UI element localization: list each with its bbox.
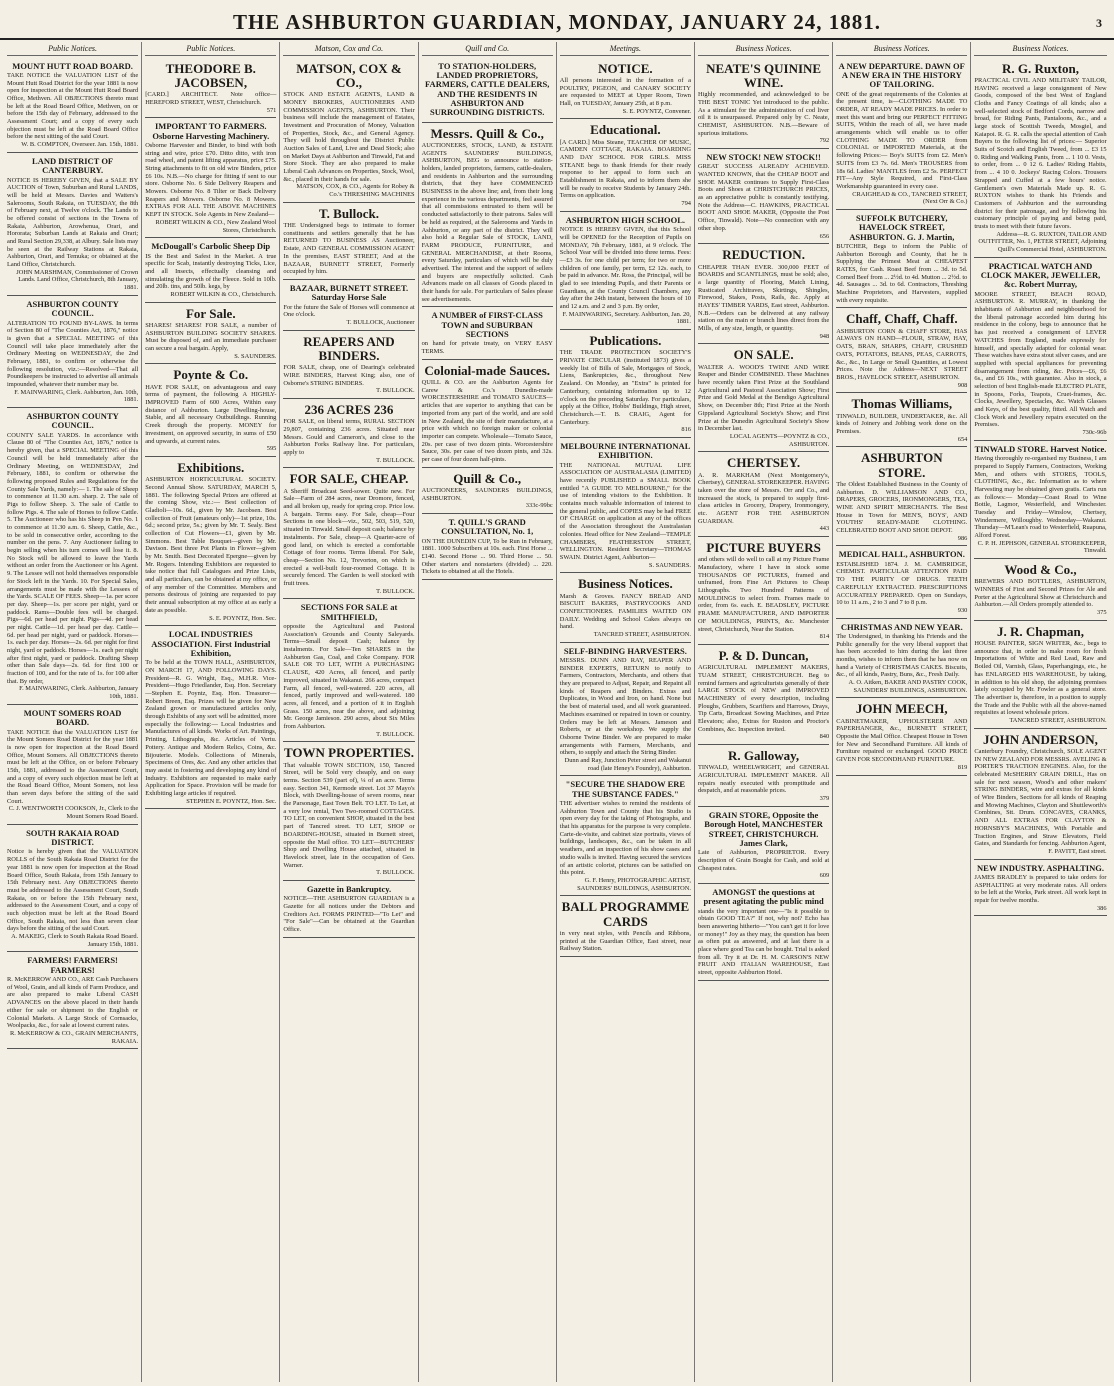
advertisement — [698, 746, 829, 807]
ad-body: BUTCHER, Begs to inform the Public of Ashburton Borough and County, that he is Supplying the Primest Meat at CHEAPEST RATES, for Cash. Roast Beef from ... 3d. to 5d. Corned Beef from ... 2½d. to 4d. Mutton ... 2½d. to 4d. Sausages ... 3d. to 6d. Contractors, Threshing Machine Proprietors, and Harvesters, supplied with every requisite. — [836, 242, 968, 304]
ad-title: PICTURE BUYERS — [706, 540, 821, 556]
ad-signature: Dunn and Ray, Junction Peter street and Wakanui road (late Heney's Foundry), Ashburton. — [564, 756, 691, 772]
ad-body: THE NATIONAL MUTUAL LIFE ASSOCIATION OF AUSTRALASIA (LIMITED) have recently PUBLISHED a SMALL BOOK entitled "A GUIDE TO MELBOURNE," for the use of intending visitors to the Exhibition. It contains much valuable information of interest to the general public, and COPIES may be had FREE OF CHARGE on application at any of the offices of the Association throughout the Australasian colonies. Head office for New Zealand—TEMPLE CHAMBERS, FEATHERSTON STREET, WELLINGTON. Resident Secretary—THOMAS SWAIN. District Agent, Ashburton— — [559, 461, 691, 561]
ad-title: J. R. Chapman, — [996, 623, 1084, 639]
advertisement — [698, 808, 829, 884]
ad-title: GRAIN STORE, Opposite the Borough Hotel, MANCHESTER STREET, CHRISTCHURCH. James Clark, — [704, 809, 823, 848]
column-6 — [695, 42, 833, 1382]
ad-title: NEATE'S QUININE WINE. — [706, 60, 822, 90]
ad-body: A Sheriff Broadcast Seed-sower. Quite new. For Sale—Farm of 284 acres, near Dromore, fenced, and all broken up, ready for spring crop. Price low. A bargain. Terms easy. For Sale, cheap—Four Sections in one block—viz., 502, 503, 519, 520, situated in Tinwald. Small deposit cash; balance by instalments. For Sale, cheap—A Quarter-acre of good land, on which is erected a comfortable Cottage of four rooms. Terms liberal. For Sale, cheap—Section No. 12, Trevorton, on which is erected a well-built four-roomed Cottage. It is securely fenced. The Garden is well stocked with fruit trees. — [283, 487, 415, 587]
ad-body: TAKE NOTICE that the VALUATION LIST for the Mount Somers Road District for the year 1881 is now open for inspection at the Road Board Office, Mount Somers. All OBJECTIONS thereto must be left at the Office, on or before February 15th, 1881, addressed to the Assessment Court, and a copy of every such objection must be left at the Road Board Office, Mount Somers, not less than seven days before the sitting of the said Court. — [7, 728, 139, 805]
ad-title: BALL PROGRAMME CARDS — [561, 899, 690, 929]
ad-title: MOUNT SOMERS ROAD BOARD. — [23, 707, 122, 728]
advertisement — [560, 120, 691, 211]
advertisement — [974, 442, 1106, 559]
ad-title: REAPERS AND BINDERS. — [303, 333, 395, 363]
ad-signature: C. P. H. JEPHSON, GENERAL STOREKEEPER, Tinwald. — [977, 539, 1107, 555]
advertisement — [698, 345, 829, 452]
ad-body: TINWALD, WHEELWRIGHT, and GENERAL AGRICULTURAL IMPLEMENT MAKER. All repairs neatly executed with promptitude and despatch, and at reasonable prices. — [698, 764, 830, 795]
advertisement — [283, 204, 414, 280]
ad-body: COUNTY SALE YARDS. In accordance with Clause 80 of "The Counties Act, 1876," notice is hereby given, that a SPECIAL MEETING of this Council will be held immediately after the Ordinary Meeting, on WEDNESDAY, 2nd February, 1881, to confirm or otherwise the following proposed Rules and Regulations for the County Sale Yards, namely:— 1. The sale of Sheep to commence at 11.30 a.m. sharp. 2. The sale of Pigs to follow Sheep. 3. The sale of Cattle to follow Pigs. 4. The sale of Horses to follow Cattle. 5. The Auctioneer who has his Sheep in Pen No. 1 to commence at 11.30 a.m. 6. Sheep, Cattle, &c., to be sold in consecutive order, according to the number on the pens. 7. Any Auctioneer failing to begin selling when his turn comes will lose it. 8. No Stock will be allowed to leave the Yards without an order from the Auctioneer or his Agent. 9. The Lessee will not hold themselves responsible for Stock left in the Yards. 10. For Special Sales, arrangements must be made with the Lessees of the Yards. SCALE OF FEES. Sheep—1a. per score per day. Sheep—1s. per score per night, yard or paddock. Rams—Double fees will be charged. Pigs—6d. per head per night. Pigs—4d. per head per night. Cattle—1d. per head per day. Cattle—6d. per head per night, yard or paddock. Horses—1s. each per day. Horses—2s. 6d. per night for first night, yard or paddock. Horses—1s. each per night after first night, yard or paddock. Drafting Sheep other than Sale days—2s. 6d. for first 100 or fraction of 100, and for the rate of 1s. for 100 after that. By order, — [7, 431, 139, 685]
ad-title: SELF-BINDING HARVESTERS. — [563, 645, 687, 656]
ad-title: Business Notices. — [578, 576, 673, 592]
ad-title: Thomas Williams, — [851, 396, 953, 412]
advertisement — [422, 515, 553, 580]
ad-body: ASHBURTON CORN & CHAFF STORE, HAS ALWAYS ON HAND—FLOUR, STRAW, HAY, OATS, BRAN, SHARPS, CHAFF, CRUSHED OATS, POTATOES, BEANS, PEAS, CARROTS, &c., &c., In Large or Small Quantities, at Lowest Prices. Note the Address—NEXT STREET BROS., HAVELOCK STREET, ASHBURTON. — [836, 327, 968, 381]
column-1 — [4, 42, 142, 1382]
advertisement — [560, 213, 691, 330]
advertisement — [974, 259, 1106, 441]
ad-title: AMONGST the questions at present agitating the public mind — [703, 886, 824, 907]
advertisement — [974, 730, 1106, 860]
ad-signature: F. MAINWARING, Clerk. Ashburton, January 10th, 1881. — [19, 685, 139, 701]
ad-title: LAND DISTRICT OF CANTERBURY. — [32, 155, 114, 176]
ad-title: Colonial-made Sauces. — [424, 362, 551, 378]
ad-title: ASHBURTON STORE. — [860, 450, 943, 480]
column-4 — [419, 42, 557, 1382]
ad-title: JOHN ANDERSON, — [983, 731, 1098, 747]
ad-body: ONE of the great requirements of the Colonies at the present time, is—CLOTHING MADE TO ORDER, AT READY MADE PRICES. In order to meet this want and bring our PERFECT FITTING SUITS, Within the reach of all, we have made arrangements which will enable us to offer CLOTHING MADE TO ORDER from COLONIAL or IMPORTED Materials, at the following Prices:— Boy's SUITS from £2. Men's SUITS from £3 7s. 6d. Men's TROUSERS from 18s 6d. Ladies' MANTLES from £2 5s. PERFECT FIT—Any Style Required, and First-Class Workmanship guaranteed in every case. — [836, 90, 968, 190]
ad-body: Notice is hereby given that the VALUATION ROLLS of the South Rakaia Road District for the year 1881 is now open for inspection at the Road Board Office, South Rakaia, from 15th January to 15th February next. Any OBJECTIONS thereto must be addressed to the Assessment Court, South Rakaia, on or before the 15th February next, addressed to the Assessment Court, and a copy of such objection must be left at the Road Board Office, South Rakaia, not less than seven clear days before the sitting of the said Court. — [7, 848, 139, 933]
column-header: Business Notices. — [698, 44, 829, 56]
ad-signature: 656 — [819, 232, 830, 240]
advertisement — [283, 882, 414, 938]
ad-title: MATSON, COX & CO., — [296, 60, 402, 90]
ad-body: Highly recommended, and acknowledged to be THE BEST TONIC Yet introduced to the public. As a stimulant for the administration of cod liver oil it is unsurpassed. Prepared only by C. Neate, CHEMIST, ASHBURTON. N.B.—Beware of spurious imitations. — [698, 91, 830, 137]
ad-signature: JOHN MARSHMAN, Commissioner of Crown Lands. Land Office, Christchurch, 8th January, 1881. — [16, 268, 139, 292]
ad-body: ALTERATION TO FOUND BY-LAWS. In terms of Section 80 of "The Counties Act, 1876," notice is given that a SPECIAL MEETING of this Council will take place immediately after the Ordinary Meeting on WEDNESDAY, the 2nd February, 1881, to confirm or otherwise the following resolution, viz.:—Resolved—That all Poundkeepers be instructed to advertise all animals impounded, whatever their number may be. — [7, 319, 139, 388]
ad-body: Canterbury Foundry, Christchurch, SOLE AGENT IN NEW ZEALAND FOR MESSRS. AVELING & PORTER'S TRACTION ENGINES. Also, for the celebrated McSHERRY GRAIN DRILL, Has on sale for next season, Wood's and other makers' STRING BINDERS, wire and extras for all kinds of Wire Binders, Sections for all kinds of Reaping and Mowing Machines, Clayton and Shuttleworth's Combines, Stt. Drum. CONCAVES, CRANKS, AND ALL EXTRAS FOR CLAYTON & HORNSBY'S MACHINES, With Portable and Traction Engines, and Straw Elevators, Field Gates, and Standards for fencing. Ashburton Agent, — [974, 747, 1107, 848]
column-header: Public Notices. — [7, 44, 138, 56]
ad-signature: 595 — [266, 445, 277, 453]
ad-signature: 986 — [957, 534, 968, 542]
advertisement — [560, 59, 691, 120]
ad-body: IS the Best and Safest in the Market. A true specific for Scab, instantly destroying Ticks, Lice, and all Insects, effectually cleansing and stimulating the growth of the Fleece. Sold in 10lb. and 20lb. tins, and 50lb. kegs, by — [145, 252, 277, 291]
ad-body: THE TRADE PROTECTION SOCIETY'S PRIVATE CIRCULAR (instituted 1873) gives a weekly list of Bills of Sale, Mortgages of Stock, Liens, Bankruptcies, &c., throughout New Zealand. On Monday, an "Extra" is printed for Canterbury, containing information up to 12 o'clock on the preceding Saturday. For particulars, apply at the Office, Hobbs' Buildings, High street, Christchurch.—T. B. CRAIG, Agent for Canterbury. — [559, 349, 691, 426]
ad-title: NEW INDUSTRY. ASPHALTING. — [977, 862, 1104, 873]
advertisement — [283, 743, 414, 881]
ad-title: A NEW DEPARTURE. DAWN OF A NEW ERA IN THE HISTORY OF TAILORING. — [838, 60, 965, 90]
ad-title: SUFFOLK BUTCHERY, HAVELOCK STREET, ASHBURTON. G. J. Martin, — [849, 212, 955, 242]
ad-signature: Address—R. G. RUXTON, TAILOR AND OUTFITTER, No. 1, PETER STREET, Adjoining Quill's Commercial Hotel, ASHBURTON. — [978, 230, 1107, 254]
ad-signature: TANCRED STREET, ASHBURTON. — [593, 631, 691, 638]
ad-body: on hand for private treaty, on VERY EASY TERMS. — [421, 340, 553, 356]
advertisement — [836, 448, 967, 546]
ad-body: For the future the Sale of Horses will commence at One o'clock. — [283, 303, 415, 319]
advertisement — [560, 331, 691, 438]
ad-signature: 379 — [819, 795, 830, 803]
advertisement — [836, 547, 967, 618]
ad-title: Quill & Co., — [453, 470, 522, 486]
ad-title: For Sale. — [185, 305, 236, 321]
advertisement — [7, 953, 138, 1049]
advertisement — [974, 861, 1106, 917]
ad-body: ESTABLISHED 1874. J. M. CAMBRIDGE, CHEMIST. PARTICULAR ATTENTION PAID TO THE PURITY OF DRUGS. TEETH CAREFULLY EXTRACTED. PRESCRIPTIONS ACCURATELY PREPARED. Open on Sundays, 10 to 11 a.m., 2 to 3 and 7 to 8 p.m. — [836, 560, 968, 607]
ad-title: SOUTH RAKAIA ROAD DISTRICT. — [26, 827, 120, 848]
ad-body: FOR SALE, on liberal terms, RURAL SECTION 29,807, containing 236 acres. Situated near Messrs. Gould and Cameron's, and close to the Ashburton Forks Railway line. For particulars, apply to — [283, 418, 415, 457]
ad-title: MEDICAL HALL, ASHBURTON. — [838, 549, 965, 560]
advertisement — [836, 59, 967, 210]
ad-signature: 840 — [819, 733, 830, 741]
column-header: Business Notices. — [974, 44, 1106, 56]
advertisement — [836, 211, 967, 309]
ad-signature: A. MAKEIG, Clerk to South Rakaia Road Board. January 15th, 1881. — [11, 933, 139, 948]
ad-signature: F. PAVITT, East street. — [1048, 847, 1107, 855]
advertisement — [560, 574, 691, 642]
ad-body: NOTICE—THE ASHBURTON GUARDIAN is a Gazette for all notices under the Debtors and Creditors Act. FORMS PRINTED—"To Let" and "For Sale"—Can be obtained at the Guardian Office. — [283, 895, 415, 934]
ad-title: Poynte & Co. — [173, 367, 249, 383]
page-number: 3 — [1096, 16, 1102, 30]
ad-body: All persons interested in the formation of a POULTRY, PIGEON, and CANARY SOCIETY are requested to MEET at Upper Room, Town Hall, on TUESDAY, January 25th, at 8 p.m. — [559, 76, 691, 107]
advertisement — [560, 897, 691, 957]
ad-body: The Undersigned, in thanking his Friends and the Public generally for the very liberal support that has been accorded to him during the last three months, wishes to inform them that he has now on hand a Variety of CHRISTMAS CAKES. Biscuits, &c., of all kinds, Pastry, Buns, &c., Fresh Daily. — [836, 632, 968, 679]
advertisement — [560, 439, 691, 573]
ad-body: FOR SALE, cheap, one of Dearing's celebrated WIRE BINDERS, Harvest King; also, one of Osborne's STRING BINDERS. — [283, 364, 415, 387]
advertisement — [422, 361, 553, 468]
ad-title: Publications. — [589, 333, 662, 349]
ad-signature: 819 — [957, 763, 968, 771]
ad-title: FARMERS! FARMERS! FARMERS! — [27, 955, 118, 975]
advertisement — [283, 400, 414, 468]
ad-body: That valuable TOWN SECTION, 150, Tancred Street, will be Sold very cheaply, and on easy terms. Section 539 (part of), ¼ of an acre. Terms easy. Section 341, Kermode street. Lot 37 Mayo's Block, with Dwelling-house of seven rooms, near the Parsonage, East Town Belt. TO LET. To Let, at a very low rental, Two Two-roomed COTTAGES. TO LET, on convenient SHOP, situated in the best part of Tancred street. TO LET, SHOP or BOARDING-HOUSE, situated in Burnett street, opposite the Mail office. TO LET—BUTCHERS' Shop and Dwelling House attached, situated in Havelock street, late in the occupation of Geo. Warner. — [283, 761, 415, 869]
advertisement — [422, 124, 553, 308]
ad-title: T. QUILL'S GRAND CONSULTATION, No. 1, — [441, 517, 534, 537]
advertisement — [836, 620, 967, 699]
ad-body: [CARD.] ARCHITECT. Note office—HEREFORD STREET, WEST, Christchurch. — [145, 91, 277, 106]
masthead — [0, 6, 1114, 40]
ad-title: R. Galloway, — [728, 748, 800, 764]
ad-title: A NUMBER of FIRST-CLASS TOWN and SUBURBAN SECTIONS — [431, 310, 543, 340]
ad-body: R. McKERROW AND CO., ARE Cash Purchasers of Wool, Grain, and all kinds of Farm Produce, and are also prepared to make Liberal CASH ADVANCES on the above placed in their hands either for sale or shipment to the English or Colonial Markets. A Large Stock of Cornsacks, Woolpacks, &c., for sale at lowest current rates. — [7, 976, 139, 1030]
ad-signature: T. BULLOCK. — [376, 869, 415, 877]
ad-signature: 930 — [957, 606, 968, 614]
advertisement — [560, 777, 691, 896]
advertisement — [698, 646, 829, 745]
ad-body: [A CARD.] Miss Steane, TEACHER OF MUSIC, CAMDEN COTTAGE, RAKAIA. BOARDING AND DAY SCHOOL FOR GIRLS. MISS STEANE begs to thank friends for their ready response to her appeal to form such an Establishment in Rakaia, and to inform them she will be ready to receive Students by January 24th. Terms on application. — [559, 138, 691, 200]
ad-title: 236 ACRES 236 — [304, 402, 394, 418]
ad-title: NOTICE. — [598, 60, 653, 76]
advertisement — [836, 394, 967, 447]
ad-body: Osborne Harvester and Binder, to bind with both string and wire, price £70. Ditto ditto, with iron road wheel, and patent lifting apparatus, price £75. String attachments to fit on old wire Binders, price £6 10s. N.B.—No charge for fitting if sent to our store. Osborne No. 6 Side Delivery Reapers and Mowers. Osborne No. 8 Tilter or Back Delivery Reapers and Mowers. Osborne No. 8 Mowers. EXTRAS FOR ALL THE ABOVE MACHINES KEPT IN STOCK. Sole Agents in New Zealand— — [145, 141, 277, 219]
column-header: Matson, Cox and Co. — [283, 44, 414, 56]
advertisement — [422, 469, 553, 514]
ad-body: CABINETMAKER, UPHOLSTERER AND PAPERHANGER, &c., BURNETT STREET, Opposite the Mail Office. Cheapest House in Town for New and Secondhand Furniture. All kinds of Furniture repaired or exchanged. GOOD PRICE GIVEN FOR SECONDHAND FURNITURE. — [836, 717, 968, 764]
ad-title: NEW STOCK! NEW STOCK!! — [706, 152, 821, 162]
ad-signature: S. E. POYNTZ, Convener. — [622, 107, 691, 115]
ad-signature: 908 — [957, 381, 968, 389]
ad-signature: LOCAL AGENTS—POYNTZ & CO., ASHBURTON. — [729, 432, 830, 448]
advertisement — [698, 538, 829, 645]
ad-signature: T. BULLOCK. — [376, 730, 415, 738]
ad-body: THE Undersigned begs to intimate to former constituents and settlers generally that he has RETURNED TO BUSINESS AS Auctioneer, Estate, AND GENERAL COMMISSION AGENT In the premises, EAST STREET, And at the BAZAAR, BURNETT STREET, Formerly occupied by him. — [283, 222, 415, 276]
advertisement — [698, 453, 829, 537]
ad-title: P. & D. Duncan, — [718, 647, 809, 663]
ad-title: BAZAAR, BURNETT STREET. Saturday Horse Sale — [289, 282, 409, 303]
ad-body: opposite the Agricultural and Pastoral Association's Grounds and County Saleyards. Terms—Small deposit Cash; balance by instalments. For Sale—Ten SHARES in the Ashburton Gas, Coal, and Coke Company. FOR SALE OR TO LET, WITH A PURCHASING CLAUSE, 420 Acres, all fenced, and partly improved, situated in Wakanui. 266 acres, compact Farm, all fenced, well-watered. 220 acres, all fenced, partly improved and well-watered. 180 acres, all fenced, and a portion of it in English Grass. 150 acres, near the above, and adjoining Mr. George Jamieson. 290 acres, about Six Miles from Ashburton. — [283, 623, 415, 730]
ad-signature: T. BULLOCK. — [376, 456, 415, 464]
ad-body: A. R. MARKHAM (Next Montgomery's, Chertsey), GENERAL STOREKEEPER. HAVING taken over the store of Messrs. Orr and Co., and increased the stock, is prepared to supply first-class articles in Grocery, Drapery, Ironmongery, etc. AGENT FOR THE ASHBURTON GUARDIAN. — [698, 471, 830, 525]
ad-title: THEODORE B. JACOBSEN, — [165, 60, 256, 90]
ad-body: stands the very important one—"Is it possible to obtain GOOD TEA?" If not, why not? Echo has been answering hitherto—"You can't get it for love or money!" Joy as they may, the question has been as often put as answered, and at last there is a place where good Tea can be bought. Trial is asked from all. Try it at Dr. H. M. CARSON'S NEW FRUIT AND ITALIAN WAREHOUSE, East street, opposite Ashburton Hotel. — [698, 907, 830, 977]
ad-signature: 794 — [681, 200, 691, 208]
ad-title: "SECURE THE SHADOW ERE THE SUBSTANCE FADES." — [565, 779, 686, 799]
advertisement — [698, 245, 829, 344]
advertisement-columns — [4, 42, 1110, 1382]
ad-title: JOHN MEECH, — [855, 701, 948, 717]
ad-signature: STEPHEN E. POYNTZ, Hon. Sec. — [186, 797, 277, 805]
ad-signature: T. BULLOCK. — [376, 587, 415, 595]
advertisement — [560, 644, 691, 777]
ad-body: JAMES BRADLEY is prepared to take orders for ASPHALTING at very moderate rates. All orders to be left at the Works, Park street. All work kept in repair for twelve months. — [974, 873, 1107, 904]
ad-signature: 375 — [1096, 609, 1107, 617]
ad-signature: 948 — [819, 332, 830, 340]
ad-body: and others will do well to call at my Picture Frame Manufactory, where I have in stock some THOUSANDS OF PICTURES, framed and unframed, from Fine Art Pictures to Cheap Lithographs. Two Hundred Patterns of MOULDINGS to select from. Frames made to order, from 6s. each. E. BEADSLEY, PICTURE FRAME MANUFACTURER, AND IMPORTER OF MOULDINGS, PRINTS, &c. Manchester street, Christchurch, Near the Station. — [698, 556, 830, 633]
ad-signature: 609 — [819, 872, 830, 880]
ad-body: MESSRS. DUNN AND RAY, REAPER AND BINDER EXPERTS, RETURN to notify to Farmers, Contractors, Merchants, and others that they are prepared to Adjust, Repair, and Repaint all kinds of Reapers and Binders. Extras and Duplicates, in Wood and Iron, on hand. None but the best of material used, and all work guaranteed. Machines examined or repaired in town or country. Orders may be left at Messrs. Jameson and Roberts, or at the workshop. We supply the Osborne Twine Binder. We are prepared to make arrangements with Farmers, Merchants, and others, to supply and attach the String Binder. — [559, 657, 691, 757]
ad-body: AUCTIONEERS, SAUNDERS BUILDINGS, ASHBURTON. — [421, 486, 553, 502]
ad-title: Chaff, Chaff, Chaff. — [845, 311, 958, 327]
ad-title: LOCAL INDUSTRIES ASSOCIATION. First Industrial Exhibition, — [151, 629, 271, 658]
ad-body: CHEAPER THAN EVER. 300,000 FEET of BOARDS and SCANTLINGS, must be sold; also, a large quantity of Flooring, Match Lining, Rusticated Architraves, Skirtings, Shingles, Firewood, Stakes, Posts, Rails, &c. Apply at HAYES' TIMBER YARDS, East street, Ashburton. N.B.—Orders can be delivered at any railway station on the main or branch lines direct from the Mills, of any size, length, or quantity. — [698, 263, 830, 333]
column-header: Business Notices. — [836, 44, 967, 56]
advertisement — [145, 119, 276, 238]
ad-title: ASHBURTON COUNTY COUNCIL. — [26, 298, 119, 319]
column-header: Public Notices. — [145, 44, 276, 56]
advertisement — [698, 59, 829, 149]
advertisement — [145, 458, 276, 626]
ad-signature: 814 — [819, 633, 830, 641]
ad-body: Late of Ashburton, PROPRIETOR. Every description of Grain Bought for Cash, and sold at Cheapest rates. — [698, 849, 830, 872]
ad-body: Having thoroughly re-organised my Business, I am prepared to Supply Farmers, Contractors, Working Men, and others with STORES, TOOLS, CLOTHING, &c., &c. Information as to where Harvesting may be obtained given gratis. Carts run as follows:— Monday—Coast Road to Wine Bottle, Lagmor, Westerfield, and Winchester. Tuesday and Friday—Winslow, Chertsey, Windermere, Willoughby. Wednesday—Wakanui. Thursday—M'Lean's road to Westerfield, Ruapuna, Alford Forest. — [974, 455, 1107, 540]
column-8 — [971, 42, 1109, 1382]
ad-signature: 654 — [957, 435, 968, 443]
ad-title: IMPORTANT TO FARMERS. Osborne Harvesting Machinery. — [152, 121, 270, 141]
ad-body: PRACTICAL CIVIL AND MILITARY TAILOR, HAVING received a large consignment of New Goods, composed of the best West of England Cloths and Fancy Coatings of all kinds; also a well-selected stock of Bedford Cords, narrow and broad, for Riding Pants, Pantaloons, &c., and a large stock of Scottish Tweeds, Mosgiel, and Kaiapoi. R. G. R. calls the special attention of Cash Buyers to the following list of prices:— Superior Suits of Scotch and English Tweed, from ... £3 15 0. Riding and Walking Pants, from ... 1 10 0. Vests, to order, from ... 0 12 6. Ladies' Riding Habits, from ... 4 10 0. Jockeys' Racing Colors. Trousers Strapped and Cuffed at a few hours' notice. Gentlemen's own Materials Made up. R. G. RUXTON wishes to thank his Friends and Customers of Ashburton and the surrounding district for their patronage, and by following his customary principle of paying and being paid, trusts to meet with their future favors. — [974, 76, 1107, 230]
ad-body: GREAT SUCCESS ALREADY ACHIEVED. WANTED KNOWN, that the CHEAP BOOT and SHOE MAKER continues to Supply First-Class Boots and Shoes at CHRISTCHURCH PRICES, as an appreciative public is constantly testifying. Note the Address—C. HAWKINS, PRACTICAL BOOT AND SHOE MAKER, (Opposite the Post Office, Tinwald). Note—No connection with any other shop. — [698, 163, 830, 232]
ad-body: QUILL & CO. are the Ashburton Agents for Carew & Co.'s Dunedin-made WORCESTERSHIRE and TOMATO SAUCES—articles that are superior to anything that can be imported from any part of the world, and are sold in New Zealand, the site of their manufacture, at a price with which no foreign maker or colonial importer can compete. Wholesale—Tomato Sauce, 20s. per case of two dozen pints. Worcestershire Sauce, 30s. per case of two dozen pints, and 32s. per case of four dozen half-pints. — [421, 379, 553, 463]
ad-body: THE advertiser wishes to remind the residents of Ashburton Town and County that his Studio is open every day for the taking of Photographs, and that his apparatus for the purpose is very complete. Carte-de-visite, and cabinet size portraits, views of buildings, landscapes, &c., can be taken in all weathers, and an inspection of his show cases and studio walls is invited. Having secured the services of an artistic colorist, pictures can be satisfied on this point. — [559, 800, 691, 877]
ad-title: CHERTSEY. — [727, 455, 801, 471]
ad-title: Exhibitions. — [177, 459, 245, 475]
ad-signature: W. B. COMPTON, Overseer. Jan. 15th, 1881. — [21, 141, 139, 149]
column-header: Meetings. — [560, 44, 691, 56]
ad-title: Messrs. Quill & Co., — [430, 125, 544, 141]
advertisement — [422, 308, 553, 359]
ad-signature: 443 — [819, 525, 830, 533]
advertisement — [974, 622, 1106, 729]
column-header: Quill and Co. — [422, 44, 553, 56]
advertisement — [974, 560, 1106, 621]
ad-signature: CRAIGHEAD & CO., TANCRED STREET, (Next Orr & Co.) — [852, 190, 968, 206]
ad-body: ON THE DUNEDIN CUP, To be Run in February, 1881. 1000 Subscribers at 10s. each. First Horse ... £140. Second Horse ... 90. Third Horse ... 50. Other starters and nonstarters (divided) ... 220. Tickets to obtained at all the Hotels. — [421, 537, 553, 576]
ad-signature: ROBERT WILKIN & CO., Christchurch. — [170, 290, 277, 298]
ad-title: ASHBURTON HIGH SCHOOL. — [565, 214, 686, 225]
column-2 — [142, 42, 280, 1382]
ad-title: PRACTICAL WATCH AND CLOCK MAKER, JEWELLER, &c. Robert Murray, — [980, 260, 1101, 290]
ad-title: ASHBURTON COUNTY COUNCIL. — [26, 411, 119, 431]
column-3 — [280, 42, 418, 1382]
ad-body: MOORE STREET, BEACH ROAD, ASHBURTON. R. MURRAY, in thanking the inhabitants of Ashburton and neighbourhood for the liberal patronage accorded him during his residence in the colony, begs to announce that he has just received a consignment of LEVER WATCHES from England, made expressly for himself, and specially adapted for colonial wear. These watches have extra stout silver cases, and are supplied with special appliances for preventing disarrangement from riding, &c. Prices—£6, £6 6s., and £6 10s., with guarantee. Also in stock, a selection of best English-made ELECTRO PLATE, in Spoons, Forks, Teapots, Cruet-frames, &c. Clocks, Jewellery, Spectacles, &c. Watch Glasses and Keys, of the best quality, fitted. All Watch and Clock Work and Jewellery repairs executed on the Premises. — [974, 290, 1107, 429]
ad-title: ON SALE. — [733, 347, 794, 363]
ad-signature: T. BULLOCK. — [376, 387, 415, 395]
advertisement — [7, 297, 138, 408]
ad-body: STOCK AND ESTATE AGENTS, LAND & MONEY BROKERS, AUCTIONEERS AND COMMISSION AGENTS, ASHBURTON. Their business will include the management of Estates, Investment and Procuration of Money, Valuation of Properties, Stock, &c., and General Agency. They will hold throughout the District Public Auction Sales of Land, Live and Dead Stock; also on Market Days at Ashburton and Tinwald, Fat and Store Stock. They are also prepared to make Liberal Cash Advances on Properties, Stock, Wool, &c., placed in their hands for sale. — [283, 91, 415, 183]
ad-body: To be held at the TOWN HALL, ASHBURTON, ON MARCH 17, AND FOLLOWING DAYS. President—R. G. Wright, Esq., M.H.R. Vice-President—Hugo Friedlander, Esq. Hon. Secretary—Stephen E. Poyntz, Esq. Hon. Treasurer—Robert Breen, Esq. Prizes will be given for New Zealand grown or manufactured articles only, through Exhibits of any sort will be admitted, more especially the following:— Local Industries and Manufactures of all kinds. Works of Art. Paintings, Printing, Lithographs, &c. Articles of Vertu. Pottery. Antique and Modern Relics, Coins, &c. Bijouterie. Models. Collections of Minerals, Specimens of Ores, &c. And any other articles that may assist in fostering and developing any kind of Industry. Exhibitors are requested to make early Application for Space. Provision will be made for Exhibiting large articles if required. — [145, 659, 277, 797]
advertisement — [7, 409, 138, 705]
ad-body: AGRICULTURAL IMPLEMENT MAKERS, TUAM STREET, CHRISTCHURCH. Beg to remind farmers and agriculturists generally of their LARGE STOCK of NEW and IMPROVED MACHINERY of every description, including Ploughs, Grubbers, Scarifiers and Harrows, Drays, Tip Carts, Broadcast Sowing Machines, and Prize Elevators; also, Extras for Ruston and Proctor's Combines, &c. Inspection invited. — [698, 664, 830, 733]
ad-signature: F. MAINWARING, Secretary. Ashburton, Jan. 20, 1881. — [562, 310, 691, 326]
ad-body: AUCTIONEERS, STOCK, LAND, & ESTATE AGENTS SAUNDERS' BUILDINGS, ASHBURTON, BEG to announce to station-holders, landed proprietors, farmers, cattle-dealers, and residents in Ashburton and the surrounding districts, that they have COMMENCED BUSINESS in the above line; and, from their long experience in the various departments, feel assured that all commissions entrusted to them will be conducted satisfactorily to their patrons. Sales will be held as required, at the Salerooms and Yards in Ashburton, or any part of the district. They will also hold a Regular Sale of STOCK, LAND, FARM PRODUCE, FURNITURE, and GENERAL MERCHANDISE, at their Rooms, every Saturday, particulars of which will be duly advertised. The interest and the support of sellers and buyers are respectfully solicited. Cash Advances made on all classes of Goods placed in their hands for sale. For particulars of Sales please see advertisements. — [421, 141, 553, 303]
ad-title: TO STATION-HOLDERS, LANDED PROPRIETORS, FARMERS, CATTLE DEALERS, AND THE RESIDENTS IN ASHBURTON AND SURROUNDING DISTRICTS. — [425, 60, 550, 118]
ad-title: T. Bullock. — [318, 205, 380, 221]
ad-signature: ROBERT WILKIN & CO., New Zealand Wool Stores, Christchurch. — [155, 218, 277, 234]
advertisement — [283, 332, 414, 399]
ad-signature: A. O. Aitken, BAKER AND PASTRY COOK, SAUNDERS' BUILDINGS, ASHBURTON. — [848, 679, 968, 694]
advertisement — [145, 59, 276, 119]
ad-title: MOUNT HUTT ROAD BOARD. — [12, 60, 133, 71]
ad-signature: R. McKERROW & CO., GRAIN MERCHANTS, RAKAIA. — [9, 1029, 139, 1045]
ad-signature: S. E. POYNTZ, Hon. Sec. — [209, 614, 277, 622]
ad-body: HAVE FOR SALE, on advantageous and easy terms of payment, the following A HIGHLY-IMPROVED Farm of 600 Acres, Within easy distance of Ashburton. Large Dwelling-house, Stable, and all necessary Outbuildings. Running Creek through the property. MONEY for investment, on approved security, in sums of £50 and upwards, at current rates. — [145, 383, 277, 445]
ad-title: McDougall's Carbolic Sheep Dip — [151, 241, 271, 252]
ad-title: Gazette in Bankruptcy. — [306, 883, 392, 894]
column-5 — [557, 42, 695, 1382]
ad-signature: C. J. WENTWORTH COOKSON, Jr., Clerk to the Mount Somers Road Board. — [8, 805, 139, 821]
ad-title: R. G. Ruxton, — [1002, 60, 1079, 76]
advertisement — [145, 304, 276, 365]
ad-title: SECTIONS FOR SALE at SMITHFIELD, — [300, 602, 398, 622]
ad-title: TOWN PROPERTIES. — [283, 745, 415, 761]
ad-title: FOR SALE, CHEAP. — [289, 471, 409, 487]
ad-signature: TANCRED STREET, ASHBURTON. — [1009, 716, 1107, 724]
advertisement — [145, 627, 276, 809]
ad-body: HOUSE PAINTER, SIGN WRITER, &c., begs to announce that, in order to make room for fresh Importations of White and Red Lead, Raw and Boiled Oil, Varnish, Glass, Paperhangings, etc., he has ENLARGED HIS WAREHOUSE, by taking, in addition to his old shop, the adjoining premises lately occupied by Mr. Fowler as a general store. The advertiser is, therefore, in a position to supply the Trade and the Public with all the above-named requisites at lowest wholesale prices. — [974, 640, 1107, 717]
ad-body: in very neat styles, with Pencils and Ribbons, printed at the Guardian Office, East street, near Railway Station. — [559, 929, 691, 953]
advertisement — [422, 59, 553, 123]
advertisement — [145, 365, 276, 456]
ad-signature: MATSON, COX, & CO., Agents for Robey & Co.'s THRESHING MACHINES — [296, 183, 415, 199]
column-7 — [833, 42, 971, 1382]
advertisement — [283, 281, 414, 331]
advertisement — [283, 469, 414, 599]
ad-signature: 333c-99bc — [525, 502, 553, 510]
advertisement — [145, 239, 276, 302]
ad-body: SHARES! SHARES! FOR SALE, a number of ASHBURTON BUILDING SOCIETY SHARES. Must be disposed of, and an immediate purchaser can secure a real bargain. Apply, — [145, 321, 277, 353]
ad-signature: 730c-96b — [1082, 429, 1107, 437]
ad-title: Educational. — [590, 122, 661, 138]
advertisement — [7, 154, 138, 296]
advertisement — [836, 699, 967, 775]
ad-signature: S. SAUNDERS. — [234, 352, 277, 360]
advertisement — [7, 59, 138, 153]
ad-body: TINWALD, BUILDER, UNDERTAKER, &c. All kinds of Joinery and Jobbing work done on the Premises. — [836, 412, 968, 435]
ad-title: REDUCTION. — [722, 247, 805, 263]
advertisement — [283, 600, 414, 742]
ad-title: MELBOURNE INTERNATIONAL EXHIBITION. — [560, 440, 691, 461]
ad-signature: 386 — [1096, 904, 1107, 912]
ad-signature: 816 — [681, 426, 691, 434]
ad-title: Wood & Co., — [1004, 562, 1077, 578]
ad-body: TAKE NOTICE the VALUATION LIST of the Mount Hutt Road District for the year 1881 is now open for inspection at the Mount Hutt Road Board Office, Methven. All OBJECTIONS thereto must be left at the Road Board Office, Methven, on or before the 15th day of February, addressed to the Assessment Court; and a copy of every such objection must be left at the Road Board Office before the next sitting of the said Court. — [7, 71, 139, 141]
advertisement — [836, 309, 967, 393]
ad-body: NOTICE IS HEREBY GIVEN, that a SALE BY AUCTION of Town, Suburban and Rural LANDS, will be held at Messrs. Davies and Watters's Salerooms, South Rakaia, on TUESDAY, the 8th of February next, at Twelve o'clock. The Lands to be offered consist of sections in the Towns of Rakaia, Ashburton, Arowhenua, Orari, and Hororata; Suburban Lands at Rakaia and Orari; and Rural Section 29,338, at Albury. Sale lists may be seen at the Railway Stations at Rakaia, Ashburton, Orari, and Temuka; or obtained at the Land Office, Christchurch. — [7, 176, 139, 269]
advertisement — [7, 706, 138, 825]
ad-signature: F. MAINWARING, Clerk. Ashburton, Jan. 10th, 1881. — [14, 388, 139, 404]
ad-signature: S. SAUNDERS. — [648, 561, 691, 569]
ad-body: ASHBURTON HORTICULTURAL SOCIETY. Second Annual Show. SATURDAY, MARCH 5, 1881. The following Special Prizes are offered at the coming Show, viz.:— Best collection of Gladioli—10s. 6d., given by Mr. Jacobsen. Best collection of Fruit (amateurs only)—1st prize, 10s. 6d.; second prize, 5s.; given by Mr. T. Sealy. Best collection of Cut Flowers—£1, given by Mr. Simmons. Best Table Bouquet—given by Mr. Davison. Best three Pot Plants in Flower—given by Mr. Smith. Best Decorated Epergne—given by Mr. Rogers. Intending Exhibitors are requested to take notice that full Catalogues and Prize Lists, and all particulars, can be obtained at my office, or of any member of the Committee. Members and persons desirous of joining are requested to pay their annual subscription at my office at as early a date as possible. — [145, 476, 277, 614]
ad-title: TINWALD STORE. Harvest Notice. — [974, 443, 1107, 454]
ad-body: NOTICE IS HEREBY GIVEN, that this School will be OPENED for the Reception of Pupils on MONDAY, 7th February, 1881, at 9 o'clock. The School Year will be divided into three terms. Fees:—£3 3s. for one child per term; for two or more children of one family, per term, £2 12s. each, to be paid in advance. Mr. Ross, the Principal, will be glad to see intending Pupils, and their Parents or Guardians, at the County Council Chambers, any day after the 24th instant, between the hours of 10 and 12 a.m. and 2 and 3 p.m. By order, — [559, 226, 691, 311]
advertisement — [283, 59, 414, 203]
ad-title: CHRISTMAS AND NEW YEAR. — [840, 621, 963, 632]
ad-body: The Oldest Established Business in the County of Ashburton. D. WILLIAMSON AND CO., DRAPERS, GROCERS, IRONMONGERS, TEA, WINE AND SPIRIT MERCHANTS. The Best House in Town for MEN'S, BOYS', AND YOUTHS' READY-MADE CLOTHING. CELEBRATED BOOT AND SHOE DEPOT. — [836, 480, 968, 535]
ad-signature: 571 — [266, 106, 277, 114]
advertisement — [7, 826, 138, 953]
ad-signature: T. BULLOCK, Auctioneer — [346, 318, 415, 326]
ad-body: BREWERS AND BOTTLERS, ASHBURTON, WINNERS of First and Second Prizes for Ale and Porter at the Agricultural Show at Christchurch and Ashburton.—All Orders promptly attended to. — [974, 578, 1107, 609]
advertisement — [974, 59, 1106, 258]
advertisement — [698, 150, 829, 244]
ad-body: Marsh & Groves. FANCY BREAD AND BISCUIT BAKERS, PASTRYCOOKS AND CONFECTIONERS. FAMILIES WAITED ON DAILY. Wedding and School Cakes always on hand. — [559, 592, 691, 631]
ad-signature: G. F. Henry, PHOTOGRAPHIC ARTIST, SAUNDERS' BUILDINGS, ASHBURTON. — [577, 876, 691, 892]
ad-body: WALTER A. WOOD'S TWINE AND WIRE Reaper and Binder COMBINED. These Machines have recently taken First Prize at the Southland Agricultural and Pastoral Association Show; First Prize and Gold Medal at the Bendigo Agricultural Show, on December 8th; First Prize at the North Gippsland Agricultural Society's Show; and First Prize at the Dunedin Agricultural Society's Show in December last. — [698, 363, 830, 433]
advertisement — [698, 885, 829, 981]
newspaper-title: THE ASHBURTON GUARDIAN, MONDAY, JANUARY 24, 1881. — [232, 10, 882, 34]
ad-signature: 792 — [819, 137, 830, 145]
